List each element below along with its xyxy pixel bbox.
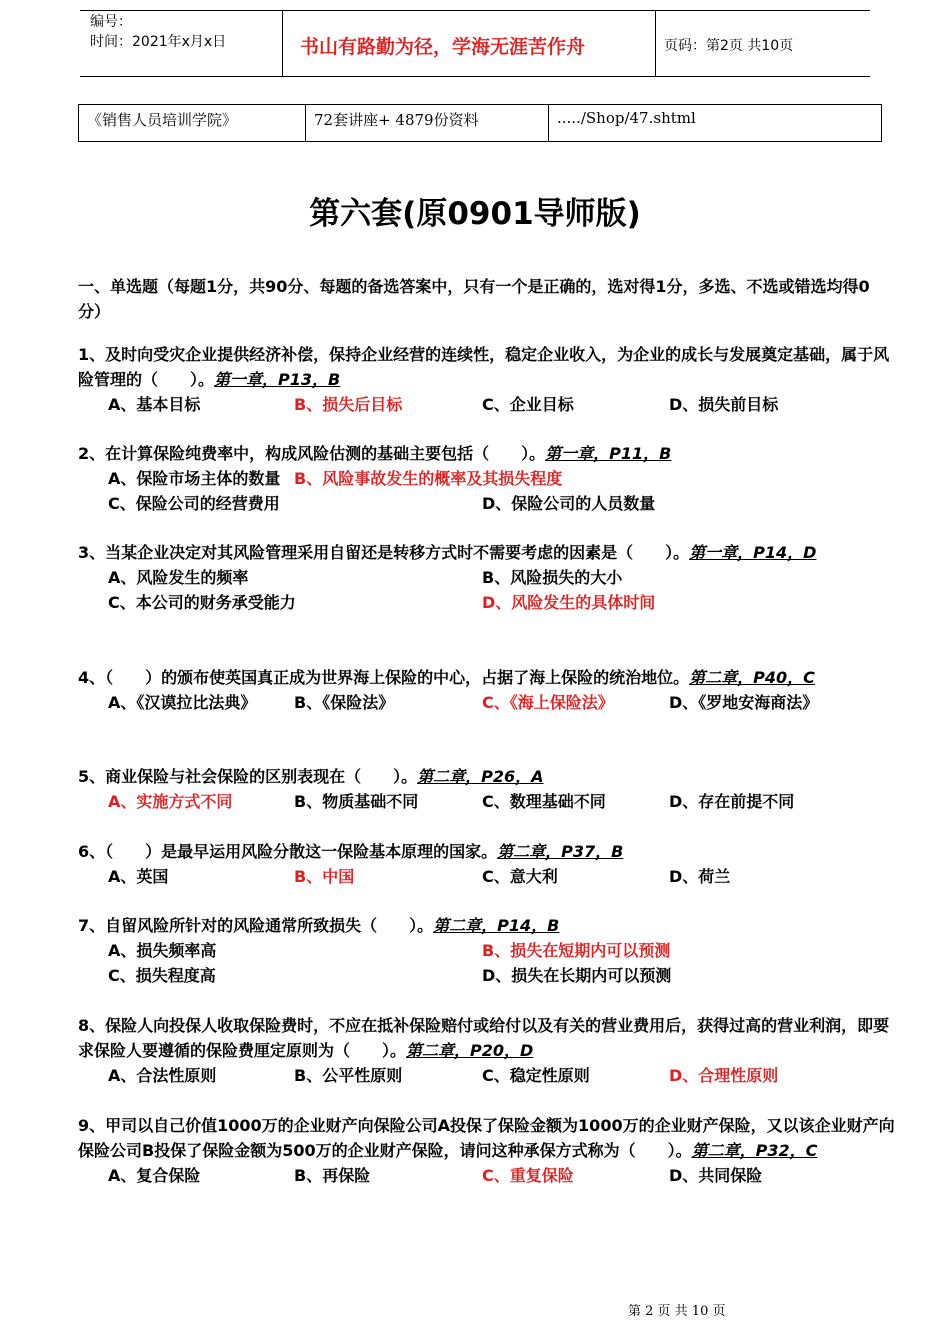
- option-c: C、《海上保险法》: [482, 693, 614, 712]
- question-text: 7、自留风险所针对的风险通常所致损失（ ）。: [78, 916, 434, 935]
- option-a: A、风险发生的频率: [108, 568, 249, 587]
- header-bottom-rule: [80, 76, 870, 77]
- question-reference: 第一章，P11，B: [545, 444, 672, 463]
- option-row: [78, 864, 898, 889]
- option-d: D、合理性原则: [669, 1066, 779, 1085]
- option-row: [78, 938, 898, 963]
- section-heading: 一、单选题（每题1分，共90分、每题的备选答案中，只有一个是正确的，选对得1分，多选、不选或错选均得0分）: [78, 277, 870, 321]
- option-b: B、再保险: [294, 1166, 371, 1185]
- question: [78, 1013, 898, 1088]
- header-top-rule: [80, 10, 870, 11]
- option-a: A、英国: [108, 867, 169, 886]
- question-reference: 第二章，P32，C: [691, 1141, 818, 1160]
- option-a: A、合法性原则: [108, 1066, 217, 1085]
- question: [78, 839, 898, 889]
- header-page: 页码：第2页 共10页: [664, 38, 794, 54]
- option-c: C、保险公司的经营费用: [108, 494, 280, 513]
- option-b: B、损失后目标: [294, 395, 403, 414]
- question: [78, 913, 898, 988]
- option-a: A、《汉谟拉比法典》: [108, 693, 257, 712]
- option-row: [78, 963, 898, 988]
- question: [78, 665, 898, 715]
- header-number: 编号：: [90, 14, 132, 30]
- option-d: D、《罗地安海商法》: [669, 693, 819, 712]
- option-b: B、损失在短期内可以预测: [482, 941, 671, 960]
- option-a: A、保险市场主体的数量: [108, 469, 281, 488]
- question: [78, 1113, 898, 1188]
- option-d: D、损失在长期内可以预测: [482, 966, 672, 985]
- question-text: 9、甲司以自己价值1000万的企业财产向保险公司A投保了保险金额为1000万的企业财产保险，又以该企业财产向保险公司B投保了保险金额为500万的企业财产保险，请问这种承保方式称为（ ）。: [78, 1116, 895, 1160]
- option-b: B、风险损失的大小: [482, 568, 623, 587]
- info-table: [78, 104, 882, 142]
- document-title: 第六套(原0901导师版): [309, 196, 641, 232]
- question-text: 3、当某企业决定对其风险管理采用自留还是转移方式时不需要考虑的因素是（ ）。: [78, 543, 690, 562]
- option-row: [78, 1063, 898, 1088]
- option-row: [78, 690, 898, 715]
- info-cell-resources: 72套讲座+ 4879份资料: [305, 105, 548, 141]
- question-reference: 第一章，P13，B: [214, 370, 341, 389]
- question-text: 6、（ ）是最早运用风险分散这一保险基本原理的国家。: [78, 842, 498, 861]
- option-d: D、风险发生的具体时间: [482, 593, 656, 612]
- option-c: C、数理基础不同: [482, 792, 606, 811]
- question-text: 8、保险人向投保人收取保险费时，不应在抵补保险赔付或给付以及有关的营业费用后，获得过高的营业利润，即要求保险人要遵循的保险费厘定原则为（ ）。: [78, 1016, 890, 1060]
- option-a: A、基本目标: [108, 395, 201, 414]
- option-c: C、损失程度高: [108, 966, 216, 985]
- option-row: [78, 466, 898, 491]
- option-c: C、稳定性原则: [482, 1066, 590, 1085]
- option-a: A、复合保险: [108, 1166, 201, 1185]
- header-meta: [90, 12, 226, 52]
- option-b: B、公平性原则: [294, 1066, 403, 1085]
- option-row: [78, 392, 898, 417]
- question-text: 4、（ ）的颁布使英国真正成为世界海上保险的中心，占据了海上保险的统治地位。: [78, 668, 690, 687]
- option-b: B、中国: [294, 867, 355, 886]
- option-b: B、风险事故发生的概率及其损失程度: [294, 469, 563, 488]
- question-reference: 第一章，P14，D: [689, 543, 817, 562]
- header-divider: [655, 10, 656, 76]
- header-motto: 书山有路勤为径，学海无涯苦作舟: [300, 36, 586, 58]
- option-d: D、荷兰: [669, 867, 731, 886]
- header-time: 时间：2021年x月x日: [90, 34, 227, 50]
- option-d: D、损失前目标: [669, 395, 779, 414]
- option-row: [78, 1163, 898, 1188]
- question-text: 1、及时向受灾企业提供经济补偿，保持企业经营的连续性，稳定企业收入，为企业的成长与发展奠定基础，属于风险管理的（ ）。: [78, 345, 890, 389]
- option-row: [78, 590, 898, 615]
- question: [78, 441, 898, 516]
- option-d: D、保险公司的人员数量: [482, 494, 656, 513]
- option-row: [78, 565, 898, 590]
- question-reference: 第二章，P20，D: [406, 1041, 534, 1060]
- option-b: B、《保险法》: [294, 693, 395, 712]
- option-a: A、实施方式不同: [108, 792, 233, 811]
- info-cell-link[interactable]: ...../Shop/47.shtml: [548, 105, 881, 141]
- question-text: 5、商业保险与社会保险的区别表现在（ ）。: [78, 767, 418, 786]
- option-a: A、损失频率高: [108, 941, 217, 960]
- option-c: C、企业目标: [482, 395, 574, 414]
- option-row: [78, 789, 898, 814]
- question-reference: 第二章，P14，B: [433, 916, 560, 935]
- question: [78, 540, 898, 615]
- question: [78, 342, 898, 417]
- question-text: 2、在计算保险纯费率中，构成风险估测的基础主要包括（ ）。: [78, 444, 546, 463]
- option-c: C、重复保险: [482, 1166, 574, 1185]
- option-b: B、物质基础不同: [294, 792, 419, 811]
- option-c: C、本公司的财务承受能力: [108, 593, 296, 612]
- info-cell-academy: 《销售人员培训学院》: [87, 111, 238, 129]
- question-reference: 第二章，P37，B: [497, 842, 624, 861]
- question-reference: 第二章，P26，A: [417, 767, 544, 786]
- page-footer: 第 2 页 共 10 页: [628, 1304, 726, 1319]
- option-row: [78, 491, 898, 516]
- header-divider: [282, 10, 283, 76]
- option-c: C、意大利: [482, 867, 558, 886]
- option-d: D、共同保险: [669, 1166, 763, 1185]
- question: [78, 764, 898, 814]
- question-reference: 第二章，P40，C: [689, 668, 815, 687]
- option-d: D、存在前提不同: [669, 792, 795, 811]
